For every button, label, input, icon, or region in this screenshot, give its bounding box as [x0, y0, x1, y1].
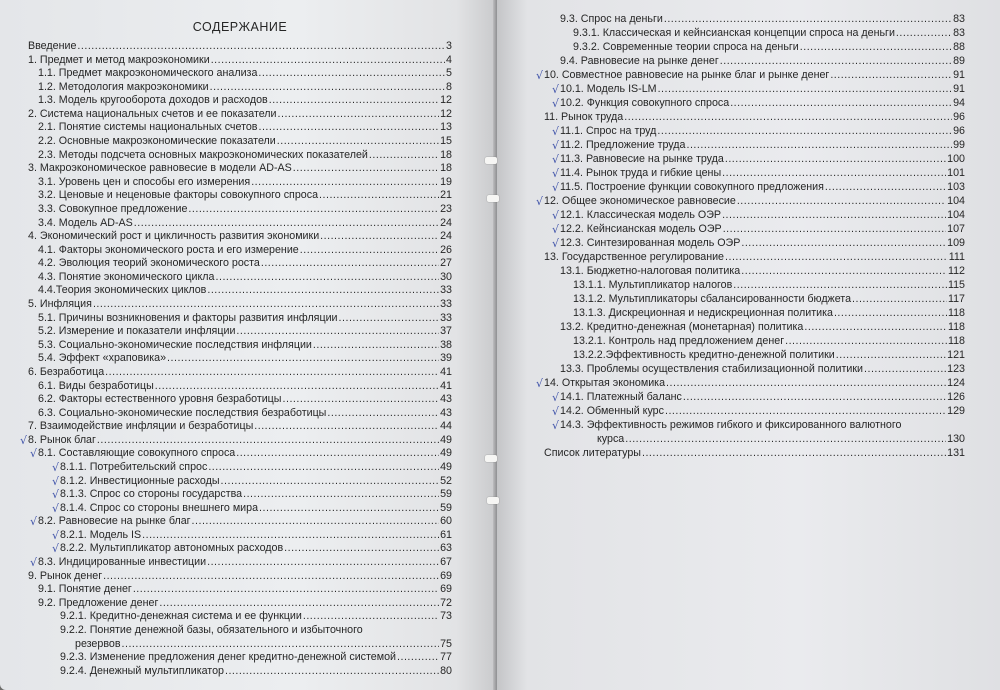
right-page [497, 0, 1000, 690]
toc-entry-title: 3.2. Ценовые и неценовые факторы совокупного спроса [38, 189, 319, 202]
toc-entry [560, 222, 965, 237]
pen-checkmark-icon: √ [552, 167, 560, 180]
toc-entry-title: 2.1. Понятие системы национальных счетов [38, 121, 258, 134]
toc-entry-title: 1.3. Модель кругооборота доходов и расходов [38, 94, 268, 107]
toc-entry-title: 13.2.1. Контроль над предложением денег [573, 335, 785, 347]
toc-page-number: 83 [953, 13, 965, 25]
pen-checkmark-icon: √ [552, 209, 560, 222]
binding-hole [487, 195, 499, 202]
toc-page-number: 100 [947, 153, 965, 165]
toc-page-number: 80 [440, 664, 452, 677]
toc-entry [560, 390, 965, 405]
toc-entry-title: 9.2. Предложение денег [38, 596, 159, 609]
toc-entry-title: 10.1. Модель IS-LM [560, 83, 657, 95]
toc-page-number: 33 [440, 284, 452, 297]
toc-entry [560, 82, 965, 97]
toc-page-number: 94 [953, 97, 965, 109]
toc-entry-title: 4.2. Эволюция теорий экономического роста [38, 257, 260, 270]
toc-page-number: 49 [440, 433, 452, 446]
toc-entry-title: 8.2.1. Модель IS [60, 528, 142, 541]
toc-page-number: 61 [440, 528, 452, 541]
toc-page-number: 117 [947, 293, 965, 305]
toc-leader-dots [741, 264, 947, 279]
toc-page-number: 101 [947, 167, 965, 179]
toc-page-number: 5 [446, 67, 452, 80]
toc-page-number: 73 [440, 610, 452, 623]
toc-entry [544, 68, 965, 83]
toc-entry [560, 138, 965, 153]
toc-leader-dots [722, 166, 946, 181]
toc-page-number: 26 [440, 243, 452, 256]
pen-checkmark-icon: √ [52, 474, 60, 488]
toc-entry-title: 13.1.2. Мультипликаторы сбалансированности бюджета [573, 293, 852, 305]
pen-checkmark-icon: √ [552, 153, 560, 166]
pen-checkmark-icon: √ [552, 223, 560, 236]
toc-entry-title: 8.1.4. Спрос со стороны внешнего мира [60, 501, 259, 514]
toc-entry-title: 6. Безработица [28, 365, 105, 378]
binding-hole [485, 157, 497, 164]
pen-checkmark-icon: √ [552, 139, 560, 152]
toc-leader-dots [737, 194, 946, 209]
toc-entry [573, 334, 965, 349]
toc-page-number: 123 [947, 363, 965, 375]
toc-page-number: 12 [440, 94, 452, 107]
toc-right [497, 0, 1000, 690]
toc-entry-title: 12.3. Синтезированная модель ОЭР [560, 237, 741, 249]
toc-entry-title: 5.2. Измерение и показатели инфляции [38, 325, 236, 338]
toc-entry [560, 152, 965, 167]
toc-entry-title: 13.1. Бюджетно-налоговая политика [560, 265, 741, 277]
toc-entry-title: 1.2. Методология макроэкономики [38, 80, 209, 93]
toc-page-number: 104 [947, 195, 965, 207]
toc-leader-dots [720, 54, 952, 69]
toc-page-number: 60 [440, 515, 452, 528]
toc-leader-dots [733, 278, 947, 293]
toc-entry-title: 6.3. Социально-экономические последствия безработицы [38, 406, 327, 419]
toc-entry-title: 11.5. Построение функции совокупного предложения [560, 181, 824, 193]
toc-entry [597, 432, 965, 447]
toc-leader-dots [730, 96, 952, 111]
pen-checkmark-icon: √ [30, 556, 38, 570]
toc-entry [560, 264, 965, 279]
toc-page-number: 129 [947, 405, 965, 417]
toc-entry-title: 6.1. Виды безработицы [38, 379, 154, 392]
toc-entry-title: 9. Рынок денег [28, 569, 103, 582]
binding-hole [487, 497, 499, 504]
toc-leader-dots [683, 390, 946, 405]
toc-entry-title: 3.4. Модель AD-AS [38, 216, 133, 229]
toc-page-number: 115 [947, 279, 965, 291]
toc-page-number: 96 [953, 125, 965, 137]
toc-page-number: 72 [440, 596, 452, 609]
toc-entry [560, 12, 965, 27]
toc-page-number: 63 [440, 542, 452, 555]
toc-entry-title: 1. Предмет и метод макроэкономики [28, 53, 210, 66]
toc-page-number: 69 [440, 583, 452, 596]
pen-checkmark-icon: √ [536, 195, 544, 208]
toc-page-number: 3 [446, 40, 452, 52]
toc-entry-title: 3.3. Совокупное предложение [38, 202, 188, 215]
toc-leader-dots [664, 12, 952, 27]
toc-page-number: 88 [953, 41, 965, 53]
toc-page-number: 91 [953, 83, 965, 95]
binding-hole [485, 455, 497, 462]
toc-leader-dots [804, 320, 947, 335]
toc-entry [544, 110, 965, 125]
toc-page-number: 104 [947, 209, 965, 221]
pen-checkmark-icon: √ [552, 181, 560, 194]
toc-entry [560, 362, 965, 377]
toc-entry-title: 8.1.1. Потребительский спрос [60, 460, 208, 473]
toc-leader-dots [666, 376, 946, 391]
toc-title: СОДЕРЖАНИЕ [192, 20, 288, 34]
toc-entry-title: 2. Система национальных счетов и ее показатели [28, 107, 277, 120]
toc-page-number: 126 [947, 391, 965, 403]
pen-checkmark-icon: √ [52, 488, 60, 502]
toc-leader-dots [624, 110, 952, 125]
toc-entry-title: резервов [75, 637, 121, 650]
pen-checkmark-icon: √ [30, 515, 38, 529]
toc-entry-title: 8.1. Составляющие совокупного спроса [38, 447, 236, 460]
toc-page-number: 69 [440, 569, 452, 582]
toc-entry [573, 40, 965, 55]
toc-page-number: 130 [947, 433, 965, 445]
toc-page-number: 41 [440, 365, 452, 378]
toc-entry-title: 14.2. Обменный курс [560, 405, 664, 417]
toc-entry-title: 13.2.2.Эффективность кредитно-денежной политики [573, 349, 835, 361]
toc-entry-title: курса [597, 433, 625, 445]
toc-leader-dots [741, 236, 946, 251]
toc-entry-title: 14. Открытая экономика [544, 377, 666, 389]
toc-page-number: 96 [953, 111, 965, 123]
toc-entry-title: 2.2. Основные макроэкономические показатели [38, 135, 276, 148]
toc-entry [560, 180, 965, 195]
toc-page-number: 118 [947, 335, 965, 347]
toc-page-number: 59 [440, 501, 452, 514]
toc-entry [544, 250, 965, 265]
toc-page-number: 18 [440, 162, 452, 175]
toc-entry [560, 236, 965, 251]
toc-entry [573, 306, 965, 321]
toc-page-number: 112 [947, 265, 965, 277]
toc-entry-title: 8.1.2. Инвестиционные расходы [60, 474, 220, 487]
pen-checkmark-icon: √ [536, 69, 544, 82]
toc-entry [560, 404, 965, 419]
toc-entry-title: 8.1.3. Спрос со стороны государства [60, 488, 243, 501]
toc-entry-title: 8. Рынок благ [28, 433, 96, 446]
pen-checkmark-icon: √ [30, 447, 38, 461]
toc-entry-title: 9.2.1. Кредитно-денежная система и ее функции [60, 610, 302, 623]
toc-entry [560, 166, 965, 181]
toc-entry [544, 194, 965, 209]
toc-page-number: 27 [440, 257, 452, 270]
toc-entry-title: 13.3. Проблемы осуществления стабилизационной политики [560, 363, 863, 375]
toc-page-number: 59 [440, 488, 452, 501]
pen-checkmark-icon: √ [52, 460, 60, 474]
toc-leader-dots [836, 348, 946, 363]
pen-checkmark-icon: √ [52, 501, 60, 515]
pen-checkmark-icon: √ [552, 391, 560, 404]
toc-leader-dots [722, 208, 946, 223]
toc-entry [573, 292, 965, 307]
toc-entry-title: 6.2. Факторы естественного уровня безработицы [38, 393, 282, 406]
toc-leader-dots [725, 152, 946, 167]
toc-entry-title: Введение [28, 40, 77, 52]
toc-entry-title: 7. Взаимодействие инфляции и безработицы [28, 420, 254, 433]
toc-entry-title: 8.2.2. Мультипликатор автономных расходов [60, 542, 284, 555]
toc-entry-title: 8.3. Индицированные инвестиции [38, 556, 207, 569]
toc-page-number: 33 [440, 298, 452, 311]
toc-page-number: 99 [953, 139, 965, 151]
toc-entry-title: 11.1. Спрос на труд [560, 125, 657, 137]
toc-page-number: 37 [440, 325, 452, 338]
toc-entry-title: 4. Экономический рост и цикличность развития экономики [28, 230, 320, 243]
toc-leader-dots [665, 404, 946, 419]
pen-checkmark-icon: √ [552, 125, 560, 138]
toc-entry-title: 5.3. Социально-экономические последствия инфляции [38, 338, 312, 351]
toc-entry-title: 9.4. Равновесие на рынке денег [560, 55, 719, 67]
pen-checkmark-icon: √ [536, 377, 544, 390]
pen-checkmark-icon: √ [552, 97, 560, 110]
toc-leader-dots [725, 250, 948, 265]
toc-entry-title: 14.3. Эффективность режимов гибкого и фиксированного валютного [560, 419, 902, 431]
toc-page-number: 30 [440, 270, 452, 283]
toc-page-number: 15 [440, 135, 452, 148]
toc-entry-title: 8.2. Равновесие на рынке благ [38, 515, 191, 528]
toc-page-number: 23 [440, 202, 452, 215]
toc-entry-title: 11.3. Равновесие на рынке труда [560, 153, 724, 165]
toc-page-number: 43 [440, 393, 452, 406]
toc-leader-dots [864, 362, 946, 377]
toc-entry [560, 54, 965, 69]
toc-entry [560, 418, 965, 433]
toc-entry-title: 13. Государственное регулирование [544, 251, 725, 263]
toc-left [0, 0, 496, 690]
toc-entry-title: 4.3. Понятие экономического цикла [38, 270, 215, 283]
toc-entry-title: 12. Общее экономическое равновесие [544, 195, 736, 207]
toc-page-number: 83 [953, 27, 965, 39]
toc-page-number: 18 [440, 148, 452, 161]
toc-entry [560, 96, 965, 111]
toc-leader-dots [625, 432, 946, 447]
toc-entry-title: 9.3.1. Классическая и кейнсианская концепции спроса на деньги [573, 27, 895, 39]
toc-entry-title: 4.1. Факторы экономического роста и его измерение [38, 243, 299, 256]
pen-checkmark-icon: √ [552, 405, 560, 418]
toc-entry-title: 5.4. Эффект «храповика» [38, 352, 167, 365]
toc-entry [573, 278, 965, 293]
toc-page-number: 91 [953, 69, 965, 81]
toc-entry-title: 11.2. Предложение труда [560, 139, 686, 151]
toc-entry-title: 9.2.2. Понятие денежной базы, обязательного и избыточного [60, 623, 363, 636]
toc-leader-dots [785, 334, 947, 349]
toc-page-number: 39 [440, 352, 452, 365]
toc-entry-title: 1.1. Предмет макроэкономического анализа [38, 67, 258, 80]
toc-entry-title: 5. Инфляция [28, 298, 92, 311]
toc-entry-title: 9.3. Спрос на деньги [560, 13, 663, 25]
toc-page-number: 118 [947, 321, 965, 333]
toc-entry-title: 13.1.1. Мультипликатор налогов [573, 279, 733, 291]
toc-entry [60, 664, 452, 679]
toc-entry-title: 5.1. Причины возникновения и факторы развития инфляции [38, 311, 338, 324]
toc-page-number: 24 [440, 216, 452, 229]
pen-checkmark-icon: √ [552, 83, 560, 96]
toc-leader-dots [225, 664, 439, 679]
toc-page-number: 103 [947, 181, 965, 193]
toc-leader-dots [723, 222, 946, 237]
toc-page-number: 8 [446, 80, 452, 93]
toc-page-number: 107 [947, 223, 965, 235]
toc-page-number: 38 [440, 338, 452, 351]
toc-page-number: 77 [440, 651, 452, 664]
toc-entry-title: 4.4.Теория экономических циклов [38, 284, 207, 297]
toc-leader-dots [642, 446, 946, 461]
pen-checkmark-icon: √ [20, 433, 28, 447]
toc-page-number: 121 [947, 349, 965, 361]
toc-leader-dots [825, 180, 946, 195]
toc-page-number: 13 [440, 121, 452, 134]
toc-entry-title: 10.2. Функция совокупного спроса [560, 97, 730, 109]
toc-page-number: 33 [440, 311, 452, 324]
toc-page-number: 131 [947, 447, 965, 459]
toc-entry-title: 3.1. Уровень цен и способы его измерения [38, 175, 251, 188]
toc-entry-title: 3. Макроэкономическое равновесие в модели AD-AS [28, 162, 292, 175]
toc-page-number: 41 [440, 379, 452, 392]
toc-page-number: 52 [440, 474, 452, 487]
toc-entry [573, 26, 965, 41]
toc-page-number: 49 [440, 447, 452, 460]
toc-page-number: 44 [440, 420, 452, 433]
toc-entry [560, 320, 965, 335]
toc-entry-title: 11. Рынок труда [544, 111, 624, 123]
toc-entry-title: 9.2.3. Изменение предложения денег кредитно-денежной системой [60, 651, 396, 664]
toc-entry-title: 9.2.4. Денежный мультипликатор [60, 664, 224, 677]
toc-entry-title: 13.2. Кредитно-денежная (монетарная) политика [560, 321, 804, 333]
toc-page-number: 89 [953, 55, 965, 67]
toc-page-number: 43 [440, 406, 452, 419]
toc-page-number: 49 [440, 460, 452, 473]
pen-checkmark-icon: √ [52, 528, 60, 542]
toc-leader-dots [686, 138, 952, 153]
toc-page-number: 21 [440, 189, 452, 202]
toc-entry-title: 11.4. Рынок труда и гибкие цены [560, 167, 722, 179]
toc-leader-dots [800, 40, 952, 55]
toc-entry-title: 2.3. Методы подсчета основных макроэкономических показателей [38, 148, 368, 161]
toc-page-number: 75 [440, 637, 452, 650]
toc-page-number: 124 [947, 377, 965, 389]
toc-leader-dots [657, 124, 952, 139]
toc-entry-title: 12.1. Классическая модель ОЭР [560, 209, 722, 221]
toc-entry-title: 9.3.2. Современные теории спроса на деньги [573, 41, 799, 53]
toc-entry-title: 13.1.3. Дискреционная и недискреционная политика [573, 307, 833, 319]
toc-page-number: 67 [440, 556, 452, 569]
toc-entry [560, 208, 965, 223]
toc-entry-title: 12.2. Кейнсианская модель ОЭР [560, 223, 722, 235]
toc-page-number: 4 [446, 53, 452, 66]
toc-entry [573, 348, 965, 363]
toc-entry [560, 124, 965, 139]
toc-entry [544, 376, 965, 391]
pen-checkmark-icon: √ [52, 542, 60, 556]
toc-leader-dots [834, 306, 947, 321]
toc-leader-dots [896, 26, 952, 41]
toc-entry-title: 9.1. Понятие денег [38, 583, 132, 596]
toc-page-number: 19 [440, 175, 452, 188]
toc-page-number: 118 [947, 307, 965, 319]
toc-entry [544, 446, 965, 461]
toc-entry-title: 10. Совместное равновесие на рынке благ и рынке денег [544, 69, 830, 81]
toc-page-number: 109 [947, 237, 965, 249]
toc-entry-title: 14.1. Платежный баланс [560, 391, 682, 403]
toc-leader-dots [830, 68, 952, 83]
toc-leader-dots [658, 82, 953, 97]
toc-leader-dots [852, 292, 947, 307]
left-page [0, 0, 496, 690]
pen-checkmark-icon: √ [552, 419, 560, 432]
toc-page-number: 111 [948, 251, 965, 263]
pen-checkmark-icon: √ [552, 237, 560, 250]
toc-page-number: 24 [440, 230, 452, 243]
toc-entry-title: Список литературы [544, 447, 641, 459]
toc-page-number: 12 [440, 107, 452, 120]
